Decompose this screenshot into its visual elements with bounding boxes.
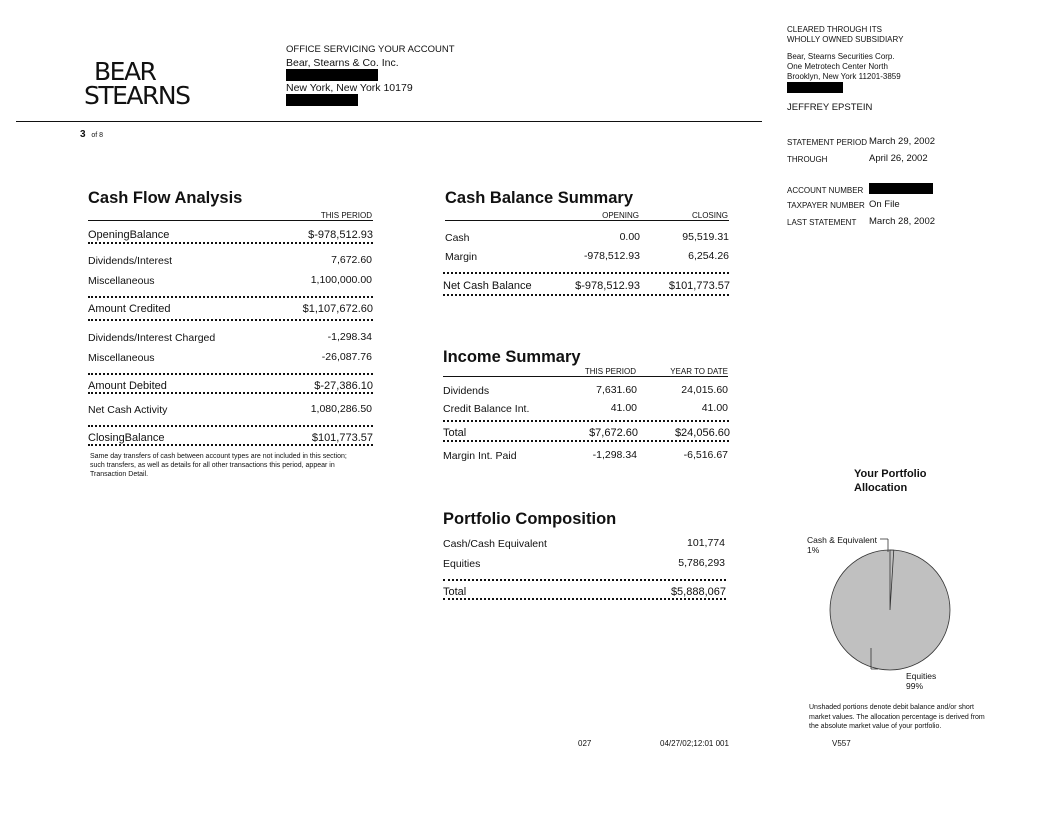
cf-label-misc-2: Miscellaneous xyxy=(88,352,155,364)
allocation-title xyxy=(854,467,927,495)
dotted-rule xyxy=(443,440,729,442)
last-statement-label: LAST STATEMENT xyxy=(787,218,857,227)
pc-label-total: Total xyxy=(443,586,467,598)
office-name: Bear, Stearns & Co. Inc. xyxy=(286,57,399,69)
inc-label-dividends: Dividends xyxy=(443,385,490,397)
cash-balance-col-opening: OPENING xyxy=(602,211,639,220)
statement-period-label: STATEMENT PERIOD xyxy=(787,138,868,147)
pc-label-equities: Equities xyxy=(443,558,481,570)
cash-flow-rule xyxy=(88,220,373,221)
footer-timestamp: 04/27/02;12:01 001 xyxy=(660,739,729,748)
footer-code-1: 027 xyxy=(578,739,592,748)
pie-label-cash-pct: 1% xyxy=(807,545,820,555)
dotted-rule xyxy=(443,579,726,581)
clearing-name: Bear, Stearns Securities Corp. xyxy=(787,52,895,61)
page-number xyxy=(80,129,103,140)
cf-value-div-charged: -1,298.34 xyxy=(327,331,372,343)
through-label: THROUGH xyxy=(787,155,828,164)
income-col-ytd: YEAR TO DATE xyxy=(670,367,728,376)
cf-label-misc-1: Miscellaneous xyxy=(88,275,155,287)
allocation-pie-chart xyxy=(820,530,960,680)
cash-balance-col-closing: CLOSING xyxy=(691,211,728,220)
inc-label-credit: Credit Balance Int. xyxy=(443,403,530,415)
cash-flow-col-header: THIS PERIOD xyxy=(320,211,372,220)
cb-label-cash: Cash xyxy=(445,232,470,244)
dotted-rule xyxy=(443,294,729,296)
cb-label-margin: Margin xyxy=(445,251,478,263)
logo-line-1: BEAR xyxy=(94,57,156,86)
page-total: of 8 xyxy=(91,132,104,139)
cb-closing-margin: 6,254.26 xyxy=(688,250,729,262)
cf-label-net: Net Cash Activity xyxy=(88,404,168,416)
clearing-line-2: WHOLLY OWNED SUBSIDIARY xyxy=(787,35,904,44)
inc-period-dividends: 7,631.60 xyxy=(596,384,637,396)
pc-value-cash: 101,774 xyxy=(687,537,725,549)
cb-opening-cash: 0.00 xyxy=(619,231,640,243)
inc-period-total: $7,672.60 xyxy=(589,427,638,439)
cf-value-credited: $1,107,672.60 xyxy=(302,303,373,315)
cf-value-misc-1: 1,100,000.00 xyxy=(310,274,372,286)
cb-opening-margin: -978,512.93 xyxy=(583,250,640,262)
footer-code-2: V557 xyxy=(832,739,851,748)
inc-label-margin: Margin Int. Paid xyxy=(443,450,517,462)
office-city: New York, New York 10179 xyxy=(286,82,413,94)
cf-value-misc-2: -26,087.76 xyxy=(321,351,372,363)
office-label: OFFICE SERVICING YOUR ACCOUNT xyxy=(286,44,455,55)
dotted-rule xyxy=(443,420,729,422)
dotted-rule xyxy=(88,319,373,321)
logo-line-2: STEARNS xyxy=(84,81,190,110)
redacted-clearing-phone xyxy=(787,82,843,93)
header-rule xyxy=(16,121,762,122)
cf-value-debited: $-27,386.10 xyxy=(314,380,373,392)
inc-ytd-dividends: 24,015.60 xyxy=(681,384,728,396)
dotted-rule xyxy=(443,598,726,600)
redacted-office-phone xyxy=(286,94,358,106)
pie-label-equities xyxy=(906,671,936,691)
taxpayer-value: On File xyxy=(869,199,900,210)
portfolio-title: Portfolio Composition xyxy=(443,510,617,528)
inc-ytd-credit: 41.00 xyxy=(701,402,728,414)
account-number-label: ACCOUNT NUMBER xyxy=(787,186,864,195)
dotted-rule xyxy=(88,444,373,446)
inc-ytd-total: $24,056.60 xyxy=(674,427,730,439)
inc-period-credit: 41.00 xyxy=(610,402,637,414)
last-statement-value: March 28, 2002 xyxy=(869,216,936,227)
page-current: 3 xyxy=(80,129,86,140)
dotted-rule xyxy=(443,272,729,274)
cf-label-dividends: Dividends/Interest xyxy=(88,255,173,267)
inc-label-total: Total xyxy=(443,427,467,439)
cf-value-closing: $101,773.57 xyxy=(311,432,373,444)
pc-label-cash: Cash/Cash Equivalent xyxy=(443,538,547,550)
allocation-note: Unshaded portions denote debit balance and/or short market values. The allocation percentage is derived from the absolute market value of your portfolio. xyxy=(809,704,985,730)
cash-flow-note: Same day transfers of cash between account types are not included in this section; such transfers, as well as details for all other transactions this period, appear in Transaction Detail. xyxy=(90,453,347,479)
pie-label-equities-name: Equities xyxy=(906,671,937,681)
cb-label-net: Net Cash Balance xyxy=(443,280,532,292)
clearing-city: Brooklyn, New York 11201-3859 xyxy=(787,72,901,81)
cb-closing-cash: 95,519.31 xyxy=(682,231,729,243)
redacted-office-address xyxy=(286,69,378,81)
cash-balance-rule xyxy=(445,220,729,221)
dotted-rule xyxy=(88,242,373,244)
cb-opening-net: $-978,512.93 xyxy=(575,280,640,292)
cf-value-opening: $-978,512.93 xyxy=(308,229,373,241)
income-col-period: THIS PERIOD xyxy=(584,367,636,376)
inc-period-margin: -1,298.34 xyxy=(592,449,637,461)
cash-flow-title: Cash Flow Analysis xyxy=(88,189,243,207)
statement-period-value: March 29, 2002 xyxy=(869,136,936,147)
allocation-title-line-2: Allocation xyxy=(854,482,908,494)
pie-label-cash-name: Cash & Equivalent xyxy=(807,535,877,545)
client-name: JEFFREY EPSTEIN xyxy=(787,102,873,113)
cb-closing-net: $101,773.57 xyxy=(668,280,730,292)
pc-value-equities: 5,786,293 xyxy=(678,557,725,569)
cf-label-credited: Amount Credited xyxy=(88,303,171,315)
cf-value-net: 1,080,286.50 xyxy=(310,403,372,415)
cash-balance-title: Cash Balance Summary xyxy=(445,189,634,207)
income-rule xyxy=(443,376,728,377)
bear-stearns-logo xyxy=(84,57,190,110)
pie-label-equities-pct: 99% xyxy=(906,681,924,691)
through-value: April 26, 2002 xyxy=(869,153,928,164)
cf-label-div-charged: Dividends/Interest Charged xyxy=(88,332,216,344)
inc-ytd-margin: -6,516.67 xyxy=(683,449,728,461)
taxpayer-label: TAXPAYER NUMBER xyxy=(787,201,865,210)
income-title: Income Summary xyxy=(443,348,581,366)
cf-value-dividends: 7,672.60 xyxy=(331,254,372,266)
redacted-account-number xyxy=(869,183,933,194)
clearing-line-1: CLEARED THROUGH ITS xyxy=(787,25,882,34)
cf-label-debited: Amount Debited xyxy=(88,380,167,392)
dotted-rule xyxy=(88,392,373,394)
dotted-rule xyxy=(88,373,373,375)
pc-value-total: $5,888,067 xyxy=(670,586,726,598)
clearing-street: One Metrotech Center North xyxy=(787,62,888,71)
cf-label-closing: ClosingBalance xyxy=(88,432,165,444)
dotted-rule xyxy=(88,296,373,298)
allocation-title-line-1: Your Portfolio xyxy=(854,468,927,480)
dotted-rule xyxy=(88,425,373,427)
cf-label-opening: OpeningBalance xyxy=(88,229,170,241)
